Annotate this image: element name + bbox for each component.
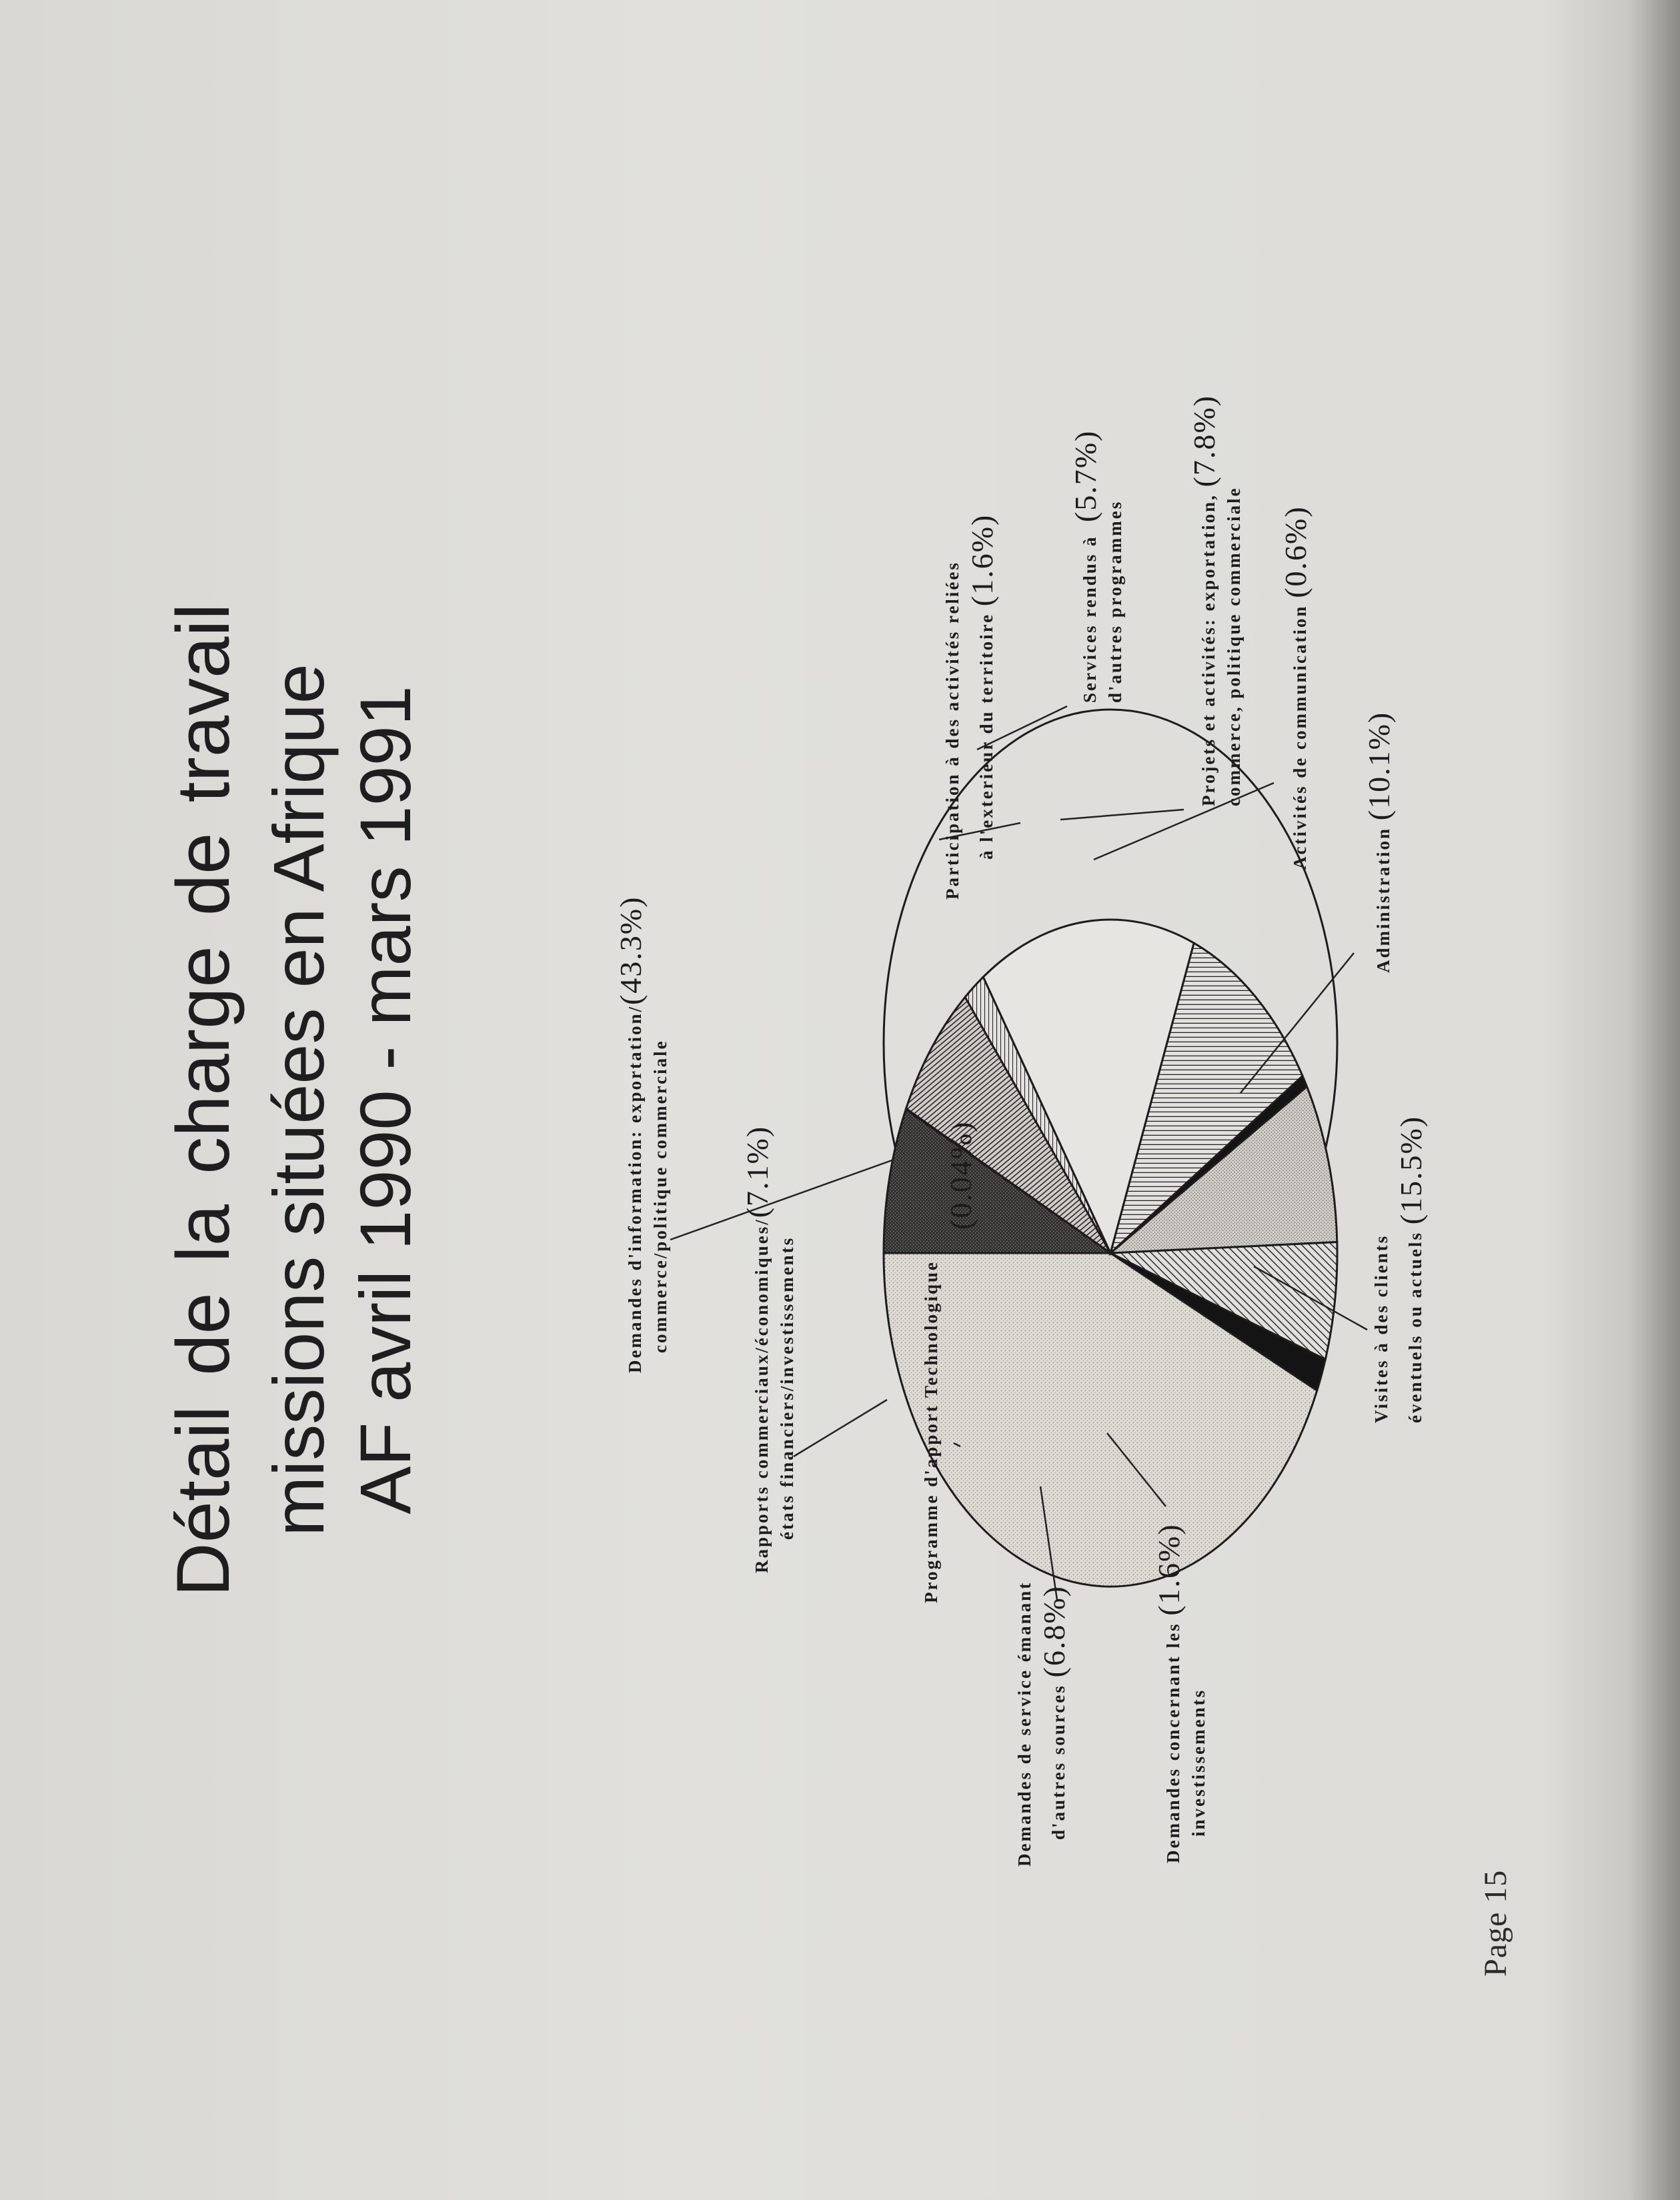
slice-label-line: d'autres sources: [1048, 1684, 1068, 1840]
slice-label-line: à l'exterieur du territoire: [976, 612, 996, 860]
label-services-rendus: [1067, 430, 1126, 703]
slice-label-line: Projets et activités: exportation,: [1198, 493, 1218, 806]
label-demandes-service: [1014, 1581, 1073, 1867]
label-activites-communication: [1277, 505, 1315, 870]
label-programme-apport: [920, 1121, 980, 1603]
slice-label-line: Visites à des clients: [1371, 1234, 1391, 1423]
slice-label-line: éventuels ou actuels: [1405, 1231, 1425, 1423]
slice-label-line: Activités de communication: [1290, 604, 1310, 870]
slice-label-line: Demandes d'information: exportation/: [625, 1005, 645, 1373]
label-demandes-information: [612, 896, 672, 1373]
slice-label-line: Demandes concernant les: [1163, 1622, 1183, 1863]
slice-label-line: investissements: [1188, 1689, 1209, 1837]
slice-pct-label: (7.1%): [740, 1125, 774, 1218]
slice-label-line: Services rendus à: [1080, 535, 1100, 703]
slice-label-line: Demandes de service émanant: [1014, 1580, 1034, 1867]
slice-label-line: Rapports commerciaux/économiques/: [752, 1218, 772, 1573]
slice-pct-label: (1.6%): [964, 513, 999, 607]
page-number: Page 15: [1478, 1869, 1513, 1977]
label-demandes-investissements: [1150, 1523, 1210, 1863]
slice-pct-label: (0.6%): [1279, 505, 1313, 598]
label-rapports-commerciaux: [739, 1126, 798, 1573]
leader-line: [794, 1400, 887, 1456]
slice-pct-label: (15.5%): [1393, 1115, 1428, 1225]
leader-line: [1060, 810, 1184, 820]
slice-pct-label: (0.04%): [943, 1120, 978, 1230]
slice-pct-label: (1.6%): [1152, 1523, 1186, 1616]
label-projets-activites: [1186, 395, 1245, 806]
label-administration: [1361, 712, 1398, 973]
slice-label-line: d'autres programmes: [1105, 499, 1126, 703]
chart-subtitle-line-2: AF avril 1990 - mars 1991: [345, 686, 426, 1514]
chart-title: Détail de la charge de travail: [161, 603, 245, 1597]
slice-label-line: Administration: [1373, 826, 1393, 973]
label-visites-clients: [1371, 1116, 1430, 1423]
slice-label-line: commerce, politique commerciale: [1224, 486, 1244, 806]
chart-subtitle-line-1: missions situées en Afrique: [258, 664, 339, 1536]
slice-label-line: commerce/politique commerciale: [650, 1039, 671, 1353]
leader-line: [1094, 783, 1274, 860]
slice-pct-label: (7.8%): [1187, 394, 1221, 487]
slice-label-line: états financiers/investissements: [777, 1236, 798, 1540]
slice-pct-label: (10.1%): [1362, 711, 1396, 821]
slice-pct-label: (5.7%): [1068, 429, 1102, 522]
slice-pct-label: (6.8%): [1036, 1585, 1071, 1678]
slice-label-line: Participation à des activités reliées: [942, 561, 962, 900]
label-participation: [942, 514, 1001, 900]
slice-label-line: Programme d'apport Technologique: [921, 1260, 941, 1603]
slice-pct-label: (43.3%): [614, 896, 648, 1006]
